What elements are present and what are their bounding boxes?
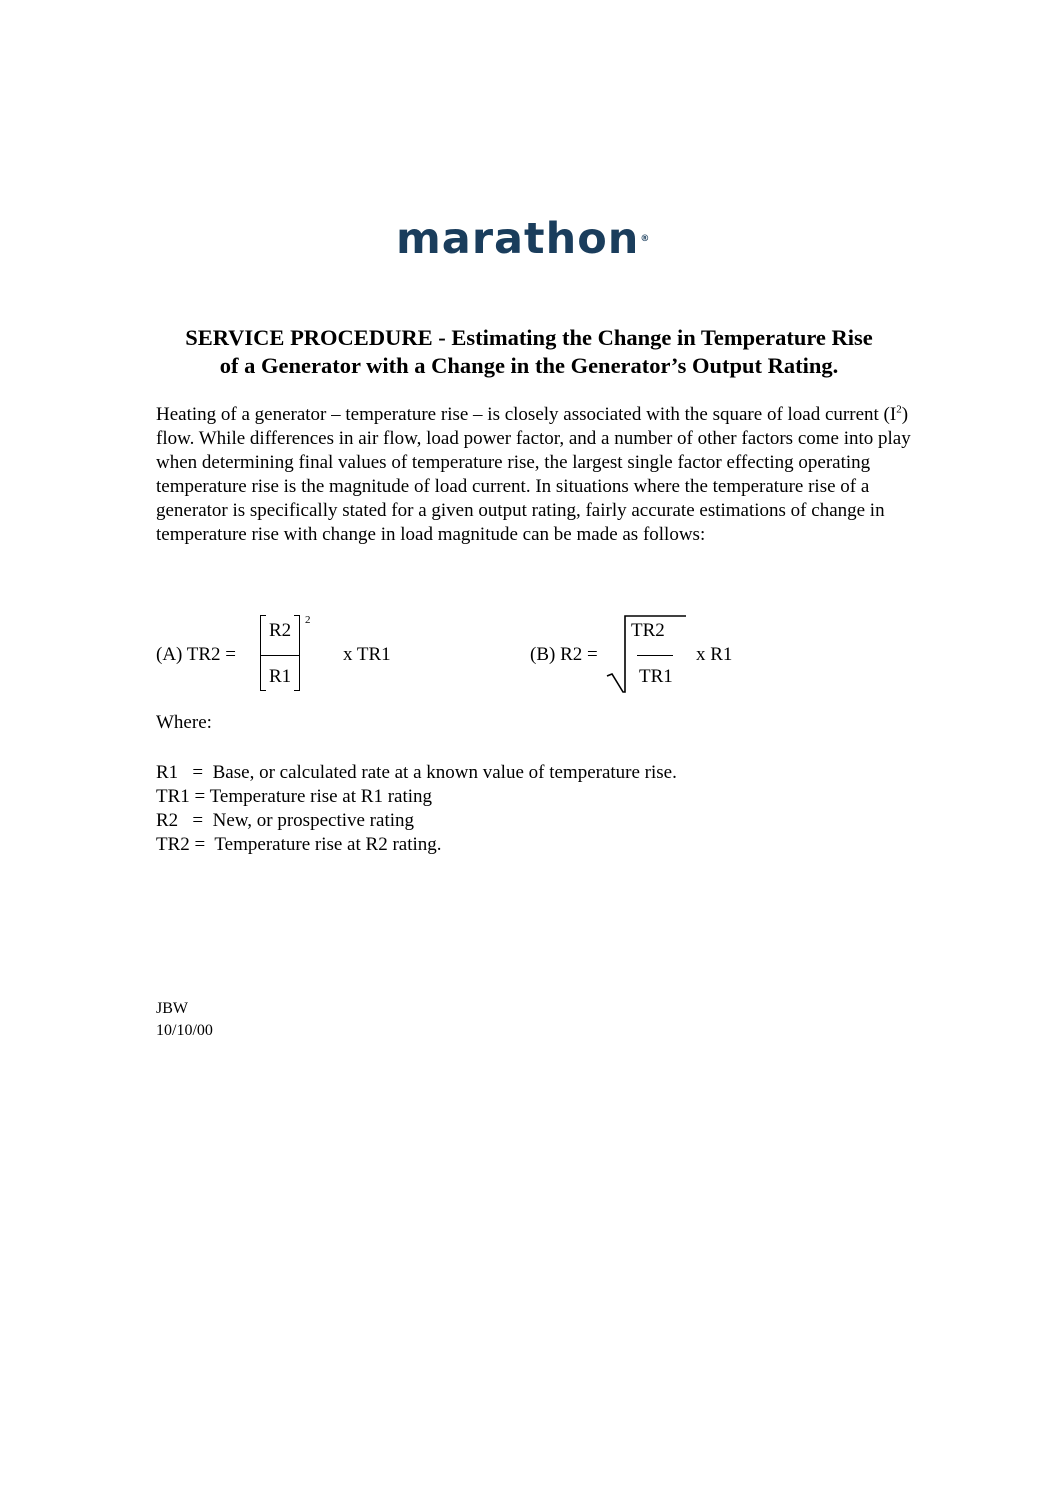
page-title [140,324,918,380]
equation-a-denominator: R1 [269,666,292,687]
logo-text: marathon [396,214,640,264]
title-line-1: SERVICE PROCEDURE - Estimating the Change in Temperature Rise [185,325,873,350]
definition-r1: R1 = Base, or calculated rate at a known value of temperature rise. [156,762,677,783]
footer [156,998,213,1042]
equation-a-multiplier: x TR1 [343,644,391,665]
equation-a-numerator: R2 [269,620,292,641]
equation-a-left-bracket [260,615,266,691]
definition-r2: R2 = New, or prospective rating [156,810,415,831]
equation-b-fraction-bar [637,655,673,656]
intro-superscript: 2 [896,403,902,416]
marathon-logo [396,214,650,264]
intro-paragraph [156,403,916,547]
where-label: Where: [156,712,212,733]
definitions-list [156,761,677,857]
registered-mark: ® [640,234,650,244]
equation-a-exponent: 2 [305,614,311,626]
equation-b-label: (B) R2 = [530,644,598,665]
equation-a-right-bracket [294,615,300,691]
definition-tr2: TR2 = Temperature rise at R2 rating. [156,834,442,855]
footer-author: JBW [156,1000,188,1017]
title-line-2: of a Generator with a Change in the Generator’s Output Rating. [219,353,839,378]
intro-part-1: Heating of a generator – temperature rise – is closely associated with the square of load current (I [156,404,897,425]
definition-tr1: TR1 = Temperature rise at R1 rating [156,786,433,807]
footer-date: 10/10/00 [156,1022,213,1039]
equation-a-label: (A) TR2 = [156,644,237,665]
equation-b-multiplier: x R1 [696,644,733,665]
intro-part-2: ) flow. While differences in air flow, load power factor, and a number of other factors come into play when determining final values of temperature rise, the largest single factor effecting operating temperature rise is the magnitude of load current. In situations where the temperature rise of a generator is specifically stated for a given output rating, fairly accurate estimations of change in temperature rise with change in load magnitude can be made as follows: [156,404,911,545]
equation-a-fraction-bar [260,655,300,656]
equation-b-numerator: TR2 [631,620,665,641]
equation-b-denominator: TR1 [639,666,673,687]
